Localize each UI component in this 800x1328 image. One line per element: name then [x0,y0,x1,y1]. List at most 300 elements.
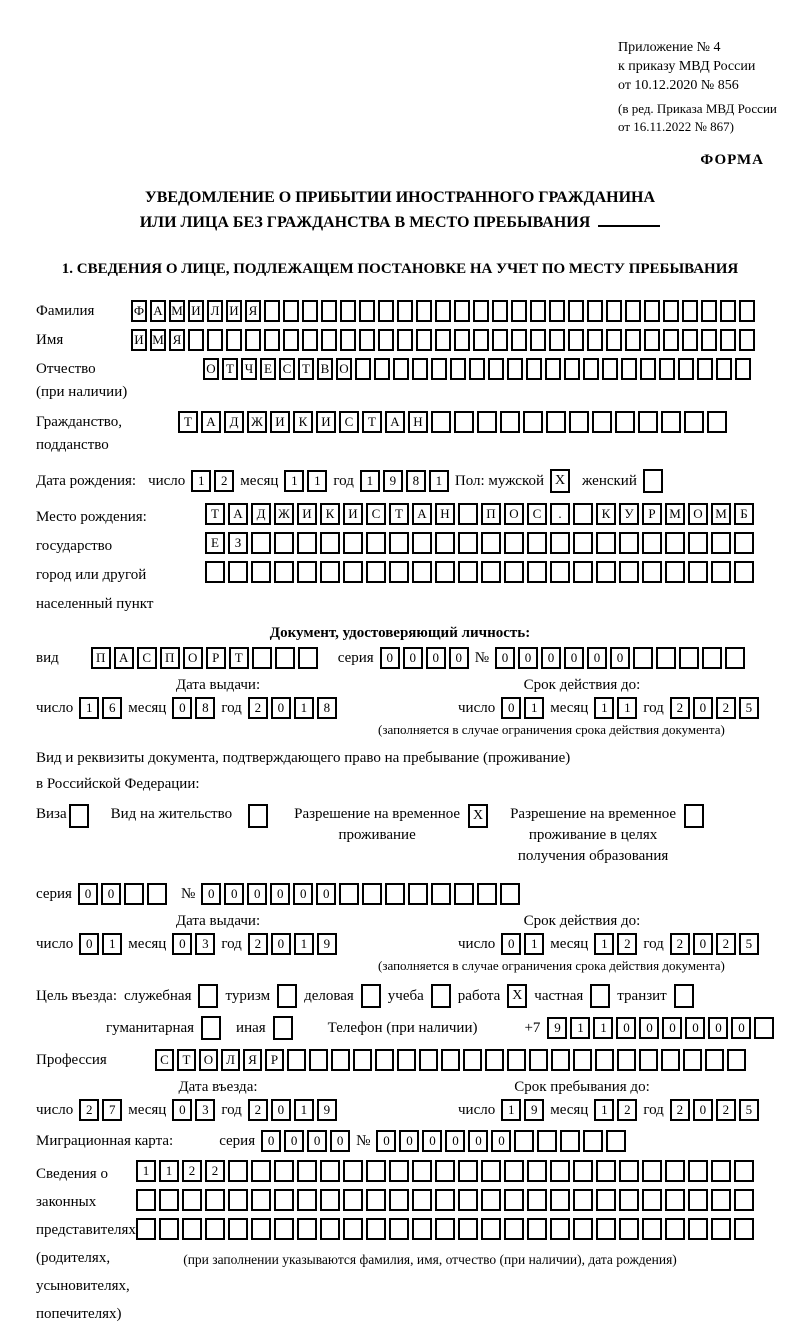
char-cell[interactable] [526,358,542,380]
char-cell[interactable] [251,561,271,583]
purpose-tourism-checkbox[interactable] [277,984,297,1008]
char-cell[interactable]: 1 [501,1099,521,1121]
char-cell[interactable] [454,883,474,905]
char-cell[interactable]: 3 [195,1099,215,1121]
char-cell[interactable] [665,532,685,554]
char-cell[interactable] [617,1049,636,1071]
char-cell[interactable] [642,1189,662,1211]
char-cell[interactable]: 6 [102,697,122,719]
purpose-business-checkbox[interactable] [361,984,381,1008]
char-cell[interactable] [595,1049,614,1071]
char-cell[interactable] [251,1189,271,1211]
char-cell[interactable] [523,411,543,433]
char-cell[interactable]: Т [222,358,238,380]
char-cell[interactable] [458,1189,478,1211]
char-cell[interactable] [573,1160,593,1182]
char-cell[interactable]: 0 [587,647,607,669]
char-cell[interactable]: А [201,411,221,433]
char-cell[interactable] [359,329,375,351]
char-cell[interactable]: 0 [501,697,521,719]
char-cell[interactable] [188,329,204,351]
char-cell[interactable] [321,300,337,322]
char-cell[interactable] [573,503,593,525]
char-cell[interactable] [679,647,699,669]
char-cell[interactable] [705,1049,724,1071]
char-cell[interactable]: 7 [102,1099,122,1121]
char-cell[interactable] [274,1218,294,1240]
char-cell[interactable] [711,1218,731,1240]
char-cell[interactable] [550,1189,570,1211]
char-cell[interactable]: 2 [716,697,736,719]
char-cell[interactable] [573,1189,593,1211]
char-cell[interactable] [321,329,337,351]
char-cell[interactable]: С [155,1049,174,1071]
char-cell[interactable] [481,532,501,554]
char-cell[interactable]: 1 [102,933,122,955]
char-cell[interactable]: 0 [261,1130,281,1152]
char-cell[interactable]: 0 [495,647,515,669]
char-cell[interactable]: Ж [247,411,267,433]
char-cell[interactable] [182,1218,202,1240]
char-cell[interactable]: 0 [518,647,538,669]
char-cell[interactable] [458,561,478,583]
char-cell[interactable]: 1 [79,697,99,719]
char-cell[interactable] [450,358,466,380]
char-cell[interactable] [435,1218,455,1240]
char-cell[interactable]: С [137,647,157,669]
char-cell[interactable]: 1 [294,697,314,719]
char-cell[interactable]: 5 [739,1099,759,1121]
residence-permit-checkbox[interactable] [248,804,268,828]
char-cell[interactable]: Е [205,532,225,554]
char-cell[interactable]: 1 [594,1099,614,1121]
char-cell[interactable]: 0 [293,883,313,905]
char-cell[interactable] [529,1049,548,1071]
char-cell[interactable] [366,532,386,554]
char-cell[interactable]: 1 [594,933,614,955]
char-cell[interactable]: 0 [501,933,521,955]
char-cell[interactable]: Т [177,1049,196,1071]
char-cell[interactable]: 0 [693,1099,713,1121]
char-cell[interactable] [397,329,413,351]
char-cell[interactable] [739,329,755,351]
char-cell[interactable] [711,1189,731,1211]
char-cell[interactable]: Л [221,1049,240,1071]
char-cell[interactable] [366,1218,386,1240]
char-cell[interactable]: 0 [685,1017,705,1039]
char-cell[interactable] [550,532,570,554]
char-cell[interactable]: 0 [693,697,713,719]
char-cell[interactable] [359,300,375,322]
char-cell[interactable]: А [228,503,248,525]
char-cell[interactable] [583,1130,603,1152]
char-cell[interactable] [228,1189,248,1211]
char-cell[interactable] [569,411,589,433]
char-cell[interactable] [159,1218,179,1240]
char-cell[interactable] [640,358,656,380]
char-cell[interactable] [656,647,676,669]
char-cell[interactable] [492,300,508,322]
char-cell[interactable] [568,329,584,351]
char-cell[interactable] [716,358,732,380]
char-cell[interactable]: Л [207,300,223,322]
char-cell[interactable] [435,300,451,322]
char-cell[interactable]: 0 [271,1099,291,1121]
char-cell[interactable] [642,1160,662,1182]
char-cell[interactable] [412,1218,432,1240]
char-cell[interactable]: Я [245,300,261,322]
char-cell[interactable]: 0 [224,883,244,905]
char-cell[interactable]: 2 [670,697,690,719]
char-cell[interactable] [412,1189,432,1211]
char-cell[interactable] [378,329,394,351]
char-cell[interactable] [511,329,527,351]
char-cell[interactable] [596,1189,616,1211]
char-cell[interactable]: 1 [524,933,544,955]
char-cell[interactable] [435,329,451,351]
char-cell[interactable]: 1 [294,933,314,955]
char-cell[interactable] [596,561,616,583]
char-cell[interactable] [549,300,565,322]
char-cell[interactable] [734,1189,754,1211]
char-cell[interactable] [583,358,599,380]
char-cell[interactable] [592,411,612,433]
char-cell[interactable] [320,1189,340,1211]
char-cell[interactable]: И [316,411,336,433]
char-cell[interactable] [514,1130,534,1152]
char-cell[interactable] [568,300,584,322]
char-cell[interactable] [477,411,497,433]
char-cell[interactable] [473,329,489,351]
char-cell[interactable] [619,532,639,554]
char-cell[interactable] [711,561,731,583]
char-cell[interactable] [477,883,497,905]
char-cell[interactable] [734,532,754,554]
char-cell[interactable] [228,561,248,583]
char-cell[interactable] [264,300,280,322]
char-cell[interactable]: 0 [693,933,713,955]
char-cell[interactable] [147,883,167,905]
char-cell[interactable] [688,1160,708,1182]
char-cell[interactable] [458,503,478,525]
char-cell[interactable]: Т [389,503,409,525]
char-cell[interactable] [287,1049,306,1071]
char-cell[interactable] [734,1218,754,1240]
char-cell[interactable] [297,1189,317,1211]
purpose-private-checkbox[interactable] [590,984,610,1008]
char-cell[interactable]: 0 [271,933,291,955]
char-cell[interactable]: 5 [739,933,759,955]
char-cell[interactable] [378,300,394,322]
char-cell[interactable] [416,300,432,322]
char-cell[interactable] [124,883,144,905]
char-cell[interactable]: 0 [172,1099,192,1121]
char-cell[interactable]: 2 [716,933,736,955]
char-cell[interactable]: А [385,411,405,433]
char-cell[interactable]: 2 [248,1099,268,1121]
char-cell[interactable]: 0 [564,647,584,669]
char-cell[interactable] [665,1218,685,1240]
char-cell[interactable] [159,1189,179,1211]
char-cell[interactable] [441,1049,460,1071]
char-cell[interactable]: У [619,503,639,525]
char-cell[interactable]: 2 [716,1099,736,1121]
char-cell[interactable] [551,1049,570,1071]
char-cell[interactable] [416,329,432,351]
char-cell[interactable] [688,561,708,583]
char-cell[interactable] [228,1218,248,1240]
char-cell[interactable]: 0 [662,1017,682,1039]
char-cell[interactable] [511,300,527,322]
char-cell[interactable] [226,329,242,351]
char-cell[interactable] [397,300,413,322]
temp-residence-education-checkbox[interactable] [684,804,704,828]
char-cell[interactable]: И [270,411,290,433]
char-cell[interactable]: 0 [422,1130,442,1152]
char-cell[interactable] [431,883,451,905]
char-cell[interactable]: 0 [708,1017,728,1039]
char-cell[interactable]: 1 [593,1017,613,1039]
char-cell[interactable]: М [711,503,731,525]
char-cell[interactable] [393,358,409,380]
char-cell[interactable]: 0 [79,933,99,955]
char-cell[interactable] [389,1218,409,1240]
char-cell[interactable] [389,561,409,583]
char-cell[interactable] [550,561,570,583]
char-cell[interactable] [606,1130,626,1152]
char-cell[interactable] [366,1189,386,1211]
char-cell[interactable] [504,561,524,583]
char-cell[interactable] [374,358,390,380]
char-cell[interactable] [701,300,717,322]
char-cell[interactable] [702,647,722,669]
char-cell[interactable]: В [317,358,333,380]
char-cell[interactable]: 0 [307,1130,327,1152]
char-cell[interactable] [481,1160,501,1182]
char-cell[interactable] [507,358,523,380]
char-cell[interactable]: С [279,358,295,380]
char-cell[interactable] [537,1130,557,1152]
char-cell[interactable]: С [339,411,359,433]
char-cell[interactable] [412,561,432,583]
char-cell[interactable] [320,561,340,583]
char-cell[interactable] [665,1189,685,1211]
visa-checkbox[interactable] [69,804,89,828]
char-cell[interactable]: 0 [78,883,98,905]
char-cell[interactable]: 8 [406,470,426,492]
char-cell[interactable] [397,1049,416,1071]
char-cell[interactable] [573,561,593,583]
char-cell[interactable] [274,1160,294,1182]
purpose-humanitarian-checkbox[interactable] [201,1016,221,1040]
char-cell[interactable] [504,1160,524,1182]
char-cell[interactable] [642,561,662,583]
char-cell[interactable]: Ж [274,503,294,525]
char-cell[interactable]: П [91,647,111,669]
char-cell[interactable] [207,329,223,351]
char-cell[interactable]: Д [224,411,244,433]
char-cell[interactable] [665,561,685,583]
char-cell[interactable] [136,1189,156,1211]
char-cell[interactable]: 1 [617,697,637,719]
char-cell[interactable]: Е [260,358,276,380]
char-cell[interactable] [435,561,455,583]
char-cell[interactable]: 1 [594,697,614,719]
char-cell[interactable] [606,329,622,351]
char-cell[interactable] [343,1218,363,1240]
char-cell[interactable] [343,532,363,554]
char-cell[interactable]: Я [169,329,185,351]
char-cell[interactable] [642,1218,662,1240]
char-cell[interactable] [720,300,736,322]
char-cell[interactable] [663,329,679,351]
char-cell[interactable]: М [150,329,166,351]
char-cell[interactable]: О [183,647,203,669]
char-cell[interactable] [412,1160,432,1182]
char-cell[interactable] [683,1049,702,1071]
char-cell[interactable]: К [320,503,340,525]
char-cell[interactable]: 0 [610,647,630,669]
char-cell[interactable] [720,329,736,351]
char-cell[interactable] [251,532,271,554]
char-cell[interactable] [375,1049,394,1071]
char-cell[interactable] [573,1049,592,1071]
char-cell[interactable]: 9 [317,933,337,955]
char-cell[interactable] [661,411,681,433]
char-cell[interactable] [527,561,547,583]
char-cell[interactable]: 2 [79,1099,99,1121]
char-cell[interactable]: 0 [316,883,336,905]
char-cell[interactable] [633,647,653,669]
char-cell[interactable]: 0 [399,1130,419,1152]
char-cell[interactable] [587,300,603,322]
char-cell[interactable]: 9 [547,1017,567,1039]
char-cell[interactable] [435,532,455,554]
char-cell[interactable]: 0 [468,1130,488,1152]
char-cell[interactable]: Т [178,411,198,433]
char-cell[interactable] [320,532,340,554]
char-cell[interactable] [678,358,694,380]
char-cell[interactable]: 3 [195,933,215,955]
char-cell[interactable]: А [114,647,134,669]
char-cell[interactable] [504,1218,524,1240]
char-cell[interactable]: О [336,358,352,380]
char-cell[interactable]: 0 [330,1130,350,1152]
char-cell[interactable] [725,647,745,669]
char-cell[interactable] [688,532,708,554]
char-cell[interactable] [366,561,386,583]
char-cell[interactable]: 0 [172,697,192,719]
purpose-transit-checkbox[interactable] [674,984,694,1008]
char-cell[interactable] [711,1160,731,1182]
char-cell[interactable] [619,1218,639,1240]
char-cell[interactable] [245,329,261,351]
char-cell[interactable]: Н [408,411,428,433]
char-cell[interactable] [264,329,280,351]
char-cell[interactable]: 0 [247,883,267,905]
char-cell[interactable] [283,300,299,322]
char-cell[interactable] [340,329,356,351]
char-cell[interactable]: 0 [445,1130,465,1152]
char-cell[interactable] [625,329,641,351]
char-cell[interactable] [485,1049,504,1071]
char-cell[interactable]: 8 [195,697,215,719]
char-cell[interactable]: С [527,503,547,525]
char-cell[interactable]: А [412,503,432,525]
char-cell[interactable] [619,1160,639,1182]
char-cell[interactable]: 2 [670,1099,690,1121]
char-cell[interactable] [362,883,382,905]
char-cell[interactable] [251,1160,271,1182]
purpose-official-checkbox[interactable] [198,984,218,1008]
char-cell[interactable] [500,883,520,905]
char-cell[interactable]: 1 [136,1160,156,1182]
char-cell[interactable] [546,411,566,433]
char-cell[interactable]: 0 [284,1130,304,1152]
char-cell[interactable] [366,1160,386,1182]
char-cell[interactable] [606,300,622,322]
char-cell[interactable]: 0 [201,883,221,905]
char-cell[interactable] [463,1049,482,1071]
char-cell[interactable]: Т [362,411,382,433]
char-cell[interactable]: 0 [380,647,400,669]
char-cell[interactable]: П [481,503,501,525]
char-cell[interactable]: 2 [617,933,637,955]
char-cell[interactable]: И [343,503,363,525]
char-cell[interactable] [735,358,751,380]
char-cell[interactable] [469,358,485,380]
char-cell[interactable]: И [297,503,317,525]
char-cell[interactable]: О [688,503,708,525]
char-cell[interactable]: 9 [317,1099,337,1121]
char-cell[interactable]: 0 [271,697,291,719]
char-cell[interactable]: 1 [524,697,544,719]
char-cell[interactable]: 0 [101,883,121,905]
char-cell[interactable]: 1 [294,1099,314,1121]
char-cell[interactable] [530,300,546,322]
char-cell[interactable] [550,1218,570,1240]
char-cell[interactable] [639,1049,658,1071]
char-cell[interactable]: 0 [616,1017,636,1039]
char-cell[interactable] [625,300,641,322]
char-cell[interactable] [275,647,295,669]
char-cell[interactable]: К [596,503,616,525]
char-cell[interactable] [297,1218,317,1240]
char-cell[interactable] [527,1189,547,1211]
purpose-work-checkbox[interactable]: X [507,984,527,1008]
char-cell[interactable]: А [150,300,166,322]
char-cell[interactable] [754,1017,774,1039]
char-cell[interactable] [435,1160,455,1182]
temp-residence-checkbox[interactable]: X [468,804,488,828]
char-cell[interactable]: 0 [491,1130,511,1152]
char-cell[interactable]: 0 [270,883,290,905]
char-cell[interactable] [682,300,698,322]
purpose-other-checkbox[interactable] [273,1016,293,1040]
char-cell[interactable] [320,1218,340,1240]
char-cell[interactable]: Я [243,1049,262,1071]
char-cell[interactable] [454,300,470,322]
char-cell[interactable] [573,532,593,554]
char-cell[interactable] [228,1160,248,1182]
char-cell[interactable]: Ч [241,358,257,380]
char-cell[interactable] [602,358,618,380]
char-cell[interactable] [659,358,675,380]
char-cell[interactable] [587,329,603,351]
char-cell[interactable]: Ф [131,300,147,322]
char-cell[interactable] [251,1218,271,1240]
char-cell[interactable] [688,1189,708,1211]
